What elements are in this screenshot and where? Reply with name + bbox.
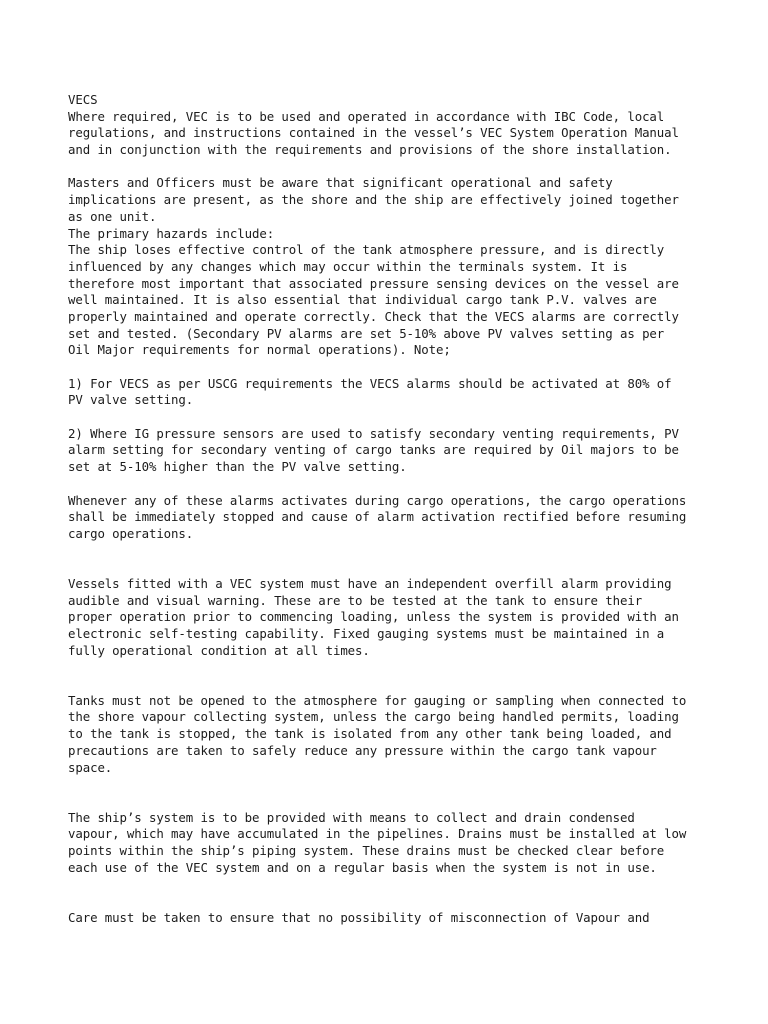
text-line: PV valve setting. — [68, 392, 194, 408]
blank-line — [68, 476, 718, 493]
text-line: as one unit. — [68, 208, 157, 224]
text-line: shall be immediately stopped and cause of alarm activation rectified before resuming — [68, 509, 687, 525]
text-line: precautions are taken to safely reduce any pressure within the cargo tank vapour — [68, 742, 657, 758]
text-line: alarm setting for secondary venting of cargo tanks are required by Oil majors to be — [68, 442, 679, 458]
text-line: The ship loses effective control of the tank atmosphere pressure, and is directly — [68, 242, 665, 258]
text-line: Oil Major requirements for normal operations). Note; — [68, 342, 451, 358]
blank-line — [68, 159, 718, 176]
text-line: Tanks must not be opened to the atmosphere for gauging or sampling when connected to — [68, 692, 687, 708]
blank-line — [68, 876, 718, 893]
blank-line — [68, 359, 718, 376]
blank-line — [68, 793, 718, 810]
text-line: set and tested. (Secondary PV alarms are set 5-10% above PV valves setting as per — [68, 325, 665, 341]
text-line: to the tank is stopped, the tank is isolated from any other tank being loaded, and — [68, 726, 672, 742]
text-line: vapour, which may have accumulated in the pipelines. Drains must be installed at low — [68, 826, 687, 842]
text-line: Where required, VEC is to be used and operated in accordance with IBC Code, local — [68, 108, 665, 124]
text-line: set at 5-10% higher than the PV valve setting. — [68, 459, 407, 475]
blank-line — [68, 676, 718, 693]
text-line: Masters and Officers must be aware that significant operational and safety — [68, 175, 613, 191]
blank-line — [68, 659, 718, 676]
text-line: space. — [68, 759, 113, 775]
text-line: therefore most important that associated pressure sensing devices on the vessel are — [68, 275, 679, 291]
text-line: each use of the VEC system and on a regular basis when the system is not in use. — [68, 859, 657, 875]
text-line: and in conjunction with the requirements and provisions of the shore installation. — [68, 142, 672, 158]
text-line: Vessels fitted with a VEC system must have an independent overfill alarm providing — [68, 575, 672, 591]
text-line: 1) For VECS as per USCG requirements the VECS alarms should be activated at 80% of — [68, 375, 672, 391]
blank-line — [68, 409, 718, 426]
document-body — [68, 92, 718, 926]
text-line: points within the ship’s piping system. These drains must be checked clear before — [68, 842, 665, 858]
text-line: electronic self-testing capability. Fixed gauging systems must be maintained in a — [68, 626, 665, 641]
blank-line — [68, 893, 718, 910]
text-line: well maintained. It is also essential that individual cargo tank P.V. valves are — [68, 292, 657, 308]
text-line: regulations, and instructions contained in the vessel’s VEC System Operation Manual — [68, 125, 679, 141]
text-line: Care must be taken to ensure that no possibility of misconnection of Vapour and — [68, 909, 650, 925]
text-line: properly maintained and operate correctly. Check that the VECS alarms are correctly — [68, 308, 679, 324]
text-line: The primary hazards include: — [68, 225, 275, 241]
text-line: proper operation prior to commencing loading, unless the system is provided with an — [68, 609, 679, 625]
text-line: cargo operations. — [68, 525, 194, 541]
blank-line — [68, 543, 718, 560]
text-line: influenced by any changes which may occur within the terminals system. It is — [68, 258, 628, 274]
text-line: audible and visual warning. These are to be tested at the tank to ensure their — [68, 592, 643, 608]
text-line: The ship’s system is to be provided with means to collect and drain condensed — [68, 809, 635, 825]
blank-line — [68, 776, 718, 793]
text-line: Whenever any of these alarms activates during cargo operations, the cargo operations — [68, 492, 687, 508]
text-line: the shore vapour collecting system, unless the cargo being handled permits, loading — [68, 709, 679, 725]
text-line: fully operational condition at all times. — [68, 642, 370, 658]
text-line: implications are present, as the shore and the ship are effectively joined together — [68, 192, 679, 208]
document-title: VECS — [68, 92, 98, 107]
blank-line — [68, 559, 718, 576]
text-line: 2) Where IG pressure sensors are used to satisfy secondary venting requirements, PV — [68, 425, 679, 441]
